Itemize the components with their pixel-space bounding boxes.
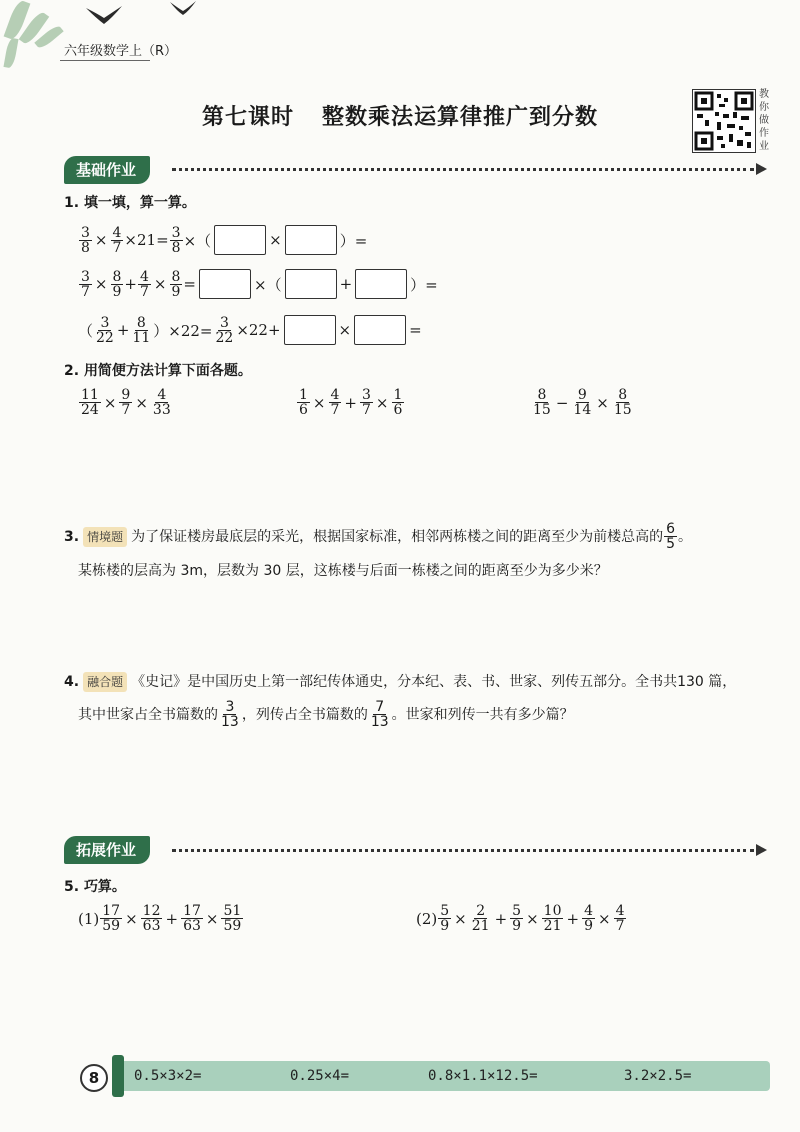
qr-code-icon[interactable] bbox=[692, 89, 756, 153]
arrow-right-icon bbox=[756, 163, 767, 175]
page-number: 8 bbox=[80, 1064, 108, 1092]
arrow-right-icon bbox=[756, 844, 767, 856]
scenario-tag: 情境题 bbox=[83, 527, 127, 547]
answer-box[interactable] bbox=[285, 269, 337, 299]
q5-expression-2: (2) $\frac{5}{9}$ × $\frac{2}{21}$ + $\frac{5}{9}$ × $\frac{10}{21}$ + $\frac{4}{9}$ × $\frac{4}{7}$ bbox=[416, 903, 625, 934]
answer-box[interactable] bbox=[354, 315, 406, 345]
swallow-icon bbox=[168, 0, 198, 18]
question-3: 3. 情境题 为了保证楼房最底层的采光，根据国家标准，相邻两栋楼之间的距离至少为前楼总高的 $\frac{6}{5}$ 。 某栋楼的层高为 3m，层数为 30 层，这栋楼与后面一栋楼之间的距离至少为多少米？ bbox=[64, 521, 692, 579]
section-divider bbox=[172, 168, 754, 171]
footer-strip bbox=[112, 1055, 124, 1097]
answer-box[interactable] bbox=[199, 269, 251, 299]
q1-line-2: $\frac{3}{7}$ × $\frac{8}{9}$ + $\frac{4}{7}$ × $\frac{8}{9}$ = ×（ + ）= bbox=[81, 268, 438, 300]
answer-box[interactable] bbox=[285, 225, 337, 255]
footer-item: 0.8×1.1×12.5= bbox=[428, 1068, 538, 1084]
q2-expression-b: $\frac{1}{6}$ × $\frac{4}{7}$ + $\frac{3}{7}$ × $\frac{1}{6}$ bbox=[299, 387, 403, 418]
section-basic-tag: 基础作业 bbox=[64, 156, 150, 184]
q2-expression-c: $\frac{8}{15}$ − $\frac{9}{14}$ × $\frac{8}{15}$ bbox=[533, 387, 632, 418]
grade-label: 六年级数学上（R） bbox=[64, 44, 178, 59]
qr-caption: 教你做作业 bbox=[759, 89, 769, 152]
footer-item: 0.5×3×2= bbox=[134, 1068, 202, 1084]
q5-expression-1: (1) $\frac{17}{59}$ × $\frac{12}{63}$ + $\frac{17}{63}$ × $\frac{51}{59}$ bbox=[78, 903, 242, 934]
leaf-decoration bbox=[3, 37, 18, 68]
answer-box[interactable] bbox=[214, 225, 266, 255]
section-divider bbox=[172, 849, 754, 852]
q2-expression-a: $\frac{11}{24}$ × $\frac{9}{7}$ × $\frac{4}{33}$ bbox=[81, 387, 171, 418]
answer-box[interactable] bbox=[284, 315, 336, 345]
lesson-number: 第七课时 bbox=[201, 105, 294, 130]
swallow-icon bbox=[84, 4, 124, 28]
q1-line-1: $\frac{3}{8}$ × $\frac{4}{7}$ ×21= $\frac{3}{8}$ ×（ × ）= bbox=[81, 224, 368, 256]
question-1-heading: 1. 填一填，算一算。 bbox=[64, 195, 196, 211]
question-2-heading: 2. 用简便方法计算下面各题。 bbox=[64, 363, 252, 379]
fusion-tag: 融合题 bbox=[83, 672, 127, 692]
section-extended-tag: 拓展作业 bbox=[64, 836, 150, 864]
footer-item: 3.2×2.5= bbox=[624, 1068, 692, 1084]
lesson-topic: 整数乘法运算律推广到分数 bbox=[322, 105, 599, 130]
answer-box[interactable] bbox=[355, 269, 407, 299]
footer-item: 0.25×4= bbox=[290, 1068, 350, 1084]
q1-line-3: （ $\frac{3}{22}$ + $\frac{8}{11}$ ）×22= $\frac{3}{22}$ ×22+ × = bbox=[78, 314, 422, 346]
header-divider bbox=[60, 60, 150, 61]
question-5-heading: 5. 巧算。 bbox=[64, 879, 126, 895]
lesson-title bbox=[0, 100, 800, 131]
question-4: 4. 融合题 《史记》是中国历史上第一部纪传体通史，分本纪、表、书、世家、列传五部分。全书共130 篇， 其中世家占全书篇数的 $\frac{3}{13}$ ，列传占全书篇数的 $\frac{7}{13}$ 。世家和列传一共有多少篇？ bbox=[64, 674, 737, 730]
